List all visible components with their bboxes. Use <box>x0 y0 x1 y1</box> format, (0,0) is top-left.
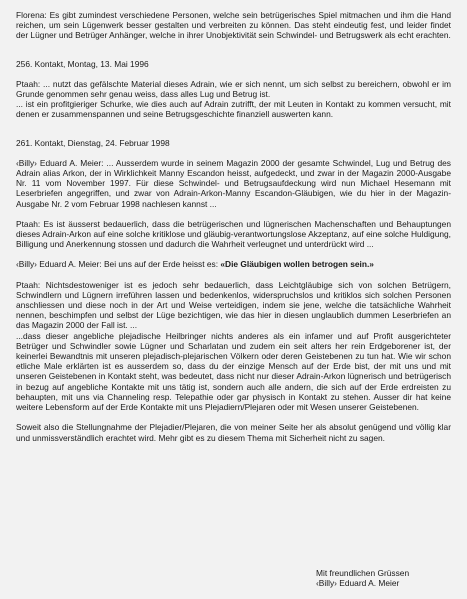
contact-261-ptaah-paragraph-1: Ptaah: Es ist äusserst bedauerlich, dass die betrügerischen und lügnerischen Machenschaften und Behauptungen dieses Adrain-Arkon auf eine solche kritiklose und gläubig-verantwortungslose Akzeptanz, auf eine solche Huldigung, Billigung und Anerkennung stossen und dadurch die Wahrheit verleugnet und unterdrückt wird ... <box>16 218 451 250</box>
billy-statement-quote: «Die Gläubigen wollen betrogen sein.» <box>220 259 374 270</box>
billy-statement-prefix: ‹Billy› Eduard A. Meier: Bei uns auf der Erde heisst es: <box>16 259 221 270</box>
closing-block <box>316 568 409 588</box>
contact-256-heading: 256. Kontakt, Montag, 13. Mai 1996 <box>16 58 149 69</box>
contact-261-heading: 261. Kontakt, Dienstag, 24. Februar 1998 <box>16 137 170 148</box>
contact-256-ptaah-paragraph-2: ... ist ein profitgieriger Schurke, wie dies auch auf Adrain zutrifft, der mit Leuten in Kontakt zu kommen versucht, mit denen er zusammenspannen und seine Betrugsgeschichte finanziell auswerten kann. <box>16 99 451 120</box>
contact-256-ptaah-paragraph-1: Ptaah: ... nutzt das gefälschte Material dieses Adrain, wie er sich nennt, um sich selbst zu bereichern, obwohl er im Grunde genommen sehr genau weiss, dass alles Lug und Betrug ist. <box>16 78 451 100</box>
closing-greeting: Mit freundlichen Grüssen <box>316 568 410 578</box>
contact-261-ptaah-paragraph-2: Ptaah: Nichtsdestoweniger ist es jedoch sehr bedauerlich, dass Leichtgläubige sich von solchen Betrügern, Schwindlern und Lügnern irreführen lassen und bedenkenlos, widerspruchslos und kritiklos sich solchen Personen anschliessen und diese noch in der Art und Weise verteidigen, indem sie jene, welche die tatsächliche Wahrheit nennen, beschimpfen und selbst der Lüge bezichtigen, wie das hier in diesen unglaublich dummen Leserbriefen an das Magazin 2000 der Fall ist. ... <box>16 279 451 331</box>
closing-signature: ‹Billy› Eduard A. Meier <box>316 578 400 589</box>
summary-paragraph: Soweit also die Stellungnahme der Plejadier/Plejaren, die von meiner Seite her als absolut genügend und völlig klar und unmissverständlich erachtet wird. Mehr gibt es zu diesem Thema mit Sicherheit nicht zu sagen. <box>16 422 451 443</box>
contact-261-billy-paragraph-2 <box>16 259 451 269</box>
intro-paragraph: Florena: Es gibt zumindest verschiedene Personen, welche sein betrügerisches Spiel mitmachen und ihm die Hand reichen, um sein Lügenwerk besser gestalten und verbreiten zu können. Das steht eindeutig fest, und leider findet der Lügner und Betrüger Anhänger, welche in ihrer Unobjektivität sein Schwindel- und Betrugswerk als echt erachten. <box>16 10 451 41</box>
contact-261-ptaah-paragraph-3: ...dass dieser angebliche plejadische Heilbringer nichts anderes als ein infamer und auf Profit ausgerichteter Betrüger und Schwindler sowie Lügner und Scharlatan und zudem ein seit alters her rein Erdgeborener ist, der keinerlei Bewandtnis mit unseren plejadisch-plejarischen Völkern oder deren Geistebenen zu tun hat. Wie wir schon etliche Male erklärten ist es ausserdem so, dass du der einzige Mensch auf der Erde bist, der mit uns und mit unseren Geistebenen in Kontakt steht, was bedeutet, dass nicht nur dieser Adrain-Arkon lügnerisch und betrügerisch in bezug auf angebliche Kontakte mit uns tätig ist, sondern auch alle andern, die sich auf der Erde erdreisten zu behaupten, mit uns via Channeling resp. Telepathie oder gar physisch in Kontakt zu stehen. Ausser dir hat keine weitere Lebensform auf der Erde Kontakte mit uns Plejadiern/Plejaren oder mit Wesen unserer Geistebenen. <box>16 330 451 413</box>
contact-261-billy-paragraph-1: ‹Billy› Eduard A. Meier: ... Ausserdem wurde in seinem Magazin 2000 der gesamte Schwindel, Lug und Betrug des Adrain alias Arkon, der in Wirklichkeit Manny Escandon heisst, aufgedeckt, und zwar in der Magazin 2000-Ausgabe Nr. 11 vom November 1997. Für diese Schwindel- und Betrugsaufdeckung wird nun Michael Hesemann mit Leserbriefen angegriffen, und zwar von Adrain-Arkon-Manny Escandon-Gläubigen, wie du hier in der Magazin-Ausgabe Nr. 2 vom Februar 1998 nachlesen kannst ... <box>16 157 451 209</box>
